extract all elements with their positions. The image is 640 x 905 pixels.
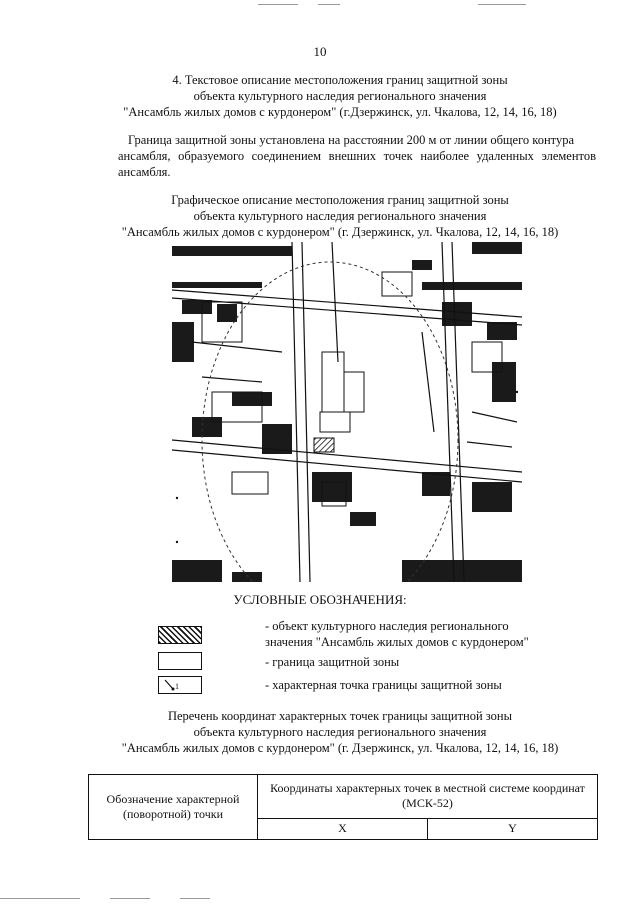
boundary-paragraph [118,132,596,180]
heading-line: "Ансамбль жилых домов с курдонером" (г. Дзержинск, ул. Чкалова, 12, 14, 16, 18) [121,225,559,239]
scan-artifact [318,4,340,5]
coordinates-table [88,774,598,840]
heading-line: объекта культурного наследия регионального значения [193,725,487,739]
scan-artifact [0,898,80,899]
col-header-coordinates: Координаты характерных точек в местной системе координат (МСК-52) [258,775,598,819]
heading-line: 4. Текстовое описание местоположения границ защитной зоны [172,73,508,87]
hatched-rectangle-icon [158,626,202,644]
col-header-point: Обозначение характерной (поворотной) точки [89,775,258,840]
heading-line: Перечень координат характерных точек границы защитной зоны [167,709,513,723]
empty-rectangle-icon [158,652,202,670]
scan-artifact [478,4,526,5]
scan-artifact [258,4,298,5]
legend-text: - характерная точка границы защитной зоны [265,678,502,692]
marker-label: 1 [175,682,179,691]
paragraph-line: Граница защитной зоны установлена на расстоянии 200 м от линии общего контура [128,133,575,147]
heading-line: объекта культурного наследия регионального значения [193,209,487,223]
heading-line: "Ансамбль жилых домов с курдонером" (г. Дзержинск, ул. Чкалова, 12, 14, 16, 18) [121,741,559,755]
heading-line: объекта культурного наследия регионального значения [193,89,487,103]
paragraph-line: ансамбля. [118,165,171,179]
scan-artifact [110,898,150,899]
legend-text: значения "Ансамбль жилых домов с курдонером" [265,635,529,649]
page-number: 10 [313,44,327,59]
col-header-y: Y [427,818,597,839]
scan-artifact [180,898,210,899]
paragraph-line: ансамбля, образуемого соединением внешних точек наиболее удаленных элементов [118,149,596,163]
point-marker-icon [158,676,202,694]
legend-text: - граница защитной зоны [265,655,400,669]
legend-text: - объект культурного наследия регионального [265,619,509,633]
protection-zone-map [172,242,522,582]
heading-line: Графическое описание местоположения границ защитной зоны [171,193,509,207]
legend-title: УСЛОВНЫЕ ОБОЗНАЧЕНИЯ: [233,592,407,607]
col-header-x: X [258,818,428,839]
heading-line: "Ансамбль жилых домов с курдонером" (г.Дзержинск, ул. Чкалова, 12, 14, 16, 18) [123,105,557,119]
